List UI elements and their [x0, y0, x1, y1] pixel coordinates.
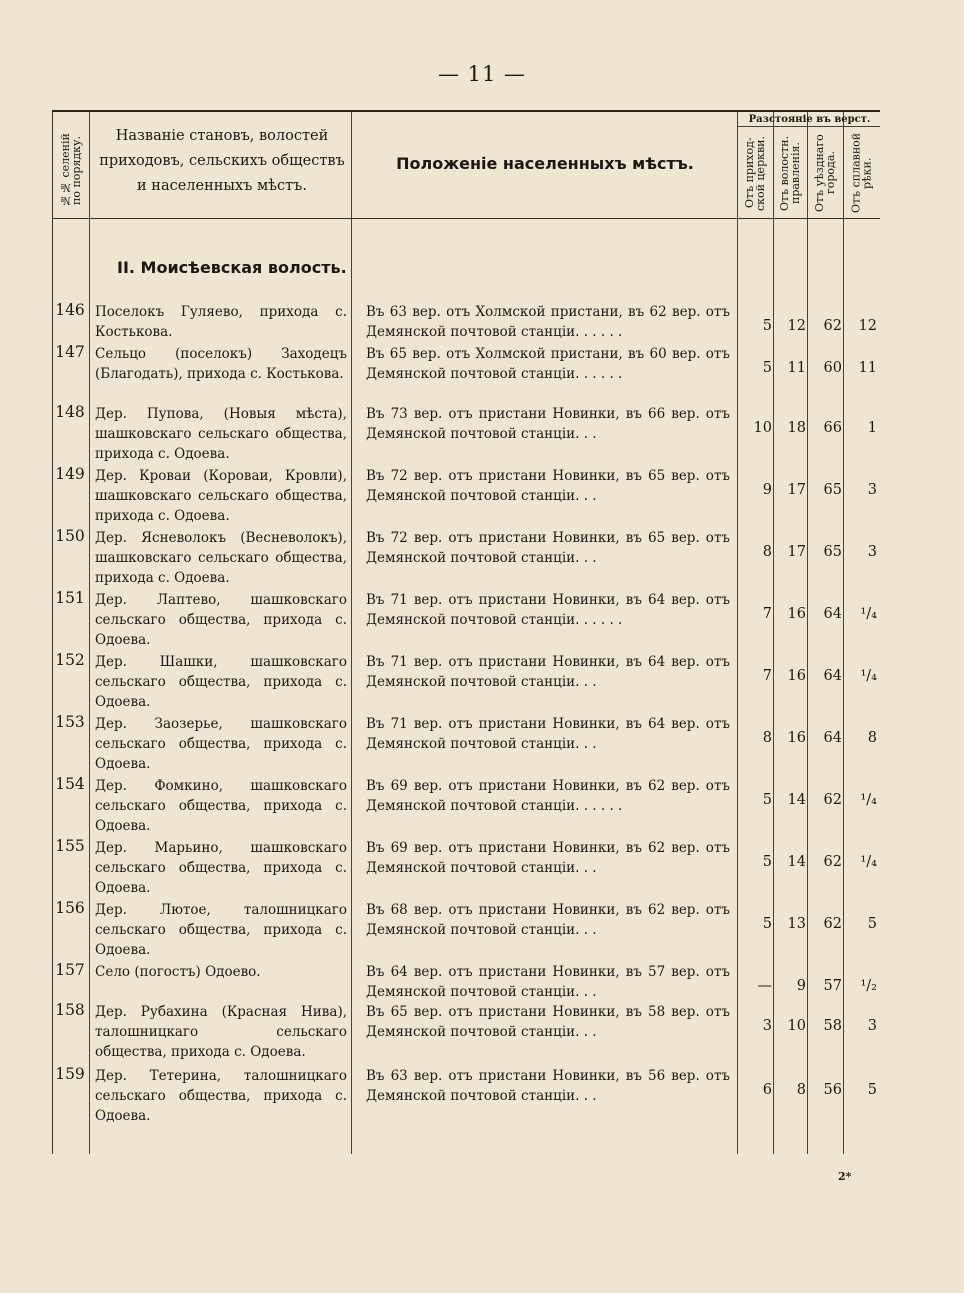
distance-volost: 12 [787, 318, 806, 334]
distance-river: 5 [867, 916, 877, 932]
distance-church: 3 [762, 1018, 772, 1034]
settlement-position: Въ 63 вер. отъ Холмской пристани, въ 62 вер. отъ Демянской почтовой станціи. . . . . . [366, 304, 730, 340]
settlement-name: Поселокъ Гуляево, прихода с. Костькова. [95, 304, 347, 340]
distance-river: 3 [867, 544, 877, 560]
row-number: 148 [55, 403, 85, 421]
distance-river: ¹/₄ [860, 854, 877, 870]
distance-town: 62 [823, 854, 842, 870]
section-title: II. Моисѣевская волость. [117, 258, 347, 277]
settlement-position: Въ 71 вер. отъ пристани Новинки, въ 64 вер. отъ Демянской почтовой станціи. . . [366, 654, 730, 690]
distance-town: 64 [823, 668, 842, 684]
header-names-column: Названіе становъ, волостей приходовъ, сельскихъ обществъ и населенныхъ мѣстъ. [99, 128, 345, 194]
distance-church: 5 [762, 916, 772, 932]
settlement-position: Въ 71 вер. отъ пристани Новинки, въ 64 вер. отъ Демянской почтовой станціи. . . [366, 716, 730, 752]
settlement-name: Дер. Марьино, шашковскаго сельскаго общества, прихода с. Одоева. [95, 840, 347, 896]
settlement-name: Дер. Ясневолокъ (Весневолокъ), шашковскаго сельскаго общества, прихода с. Одоева. [95, 530, 347, 586]
header-dist-river: Отъ сплавной рѣки. [849, 132, 874, 214]
distance-river: 11 [858, 360, 877, 376]
distance-volost: 9 [796, 978, 806, 994]
distance-volost: 18 [787, 420, 806, 436]
column-divider [89, 112, 90, 1154]
distance-volost: 8 [796, 1082, 806, 1098]
distance-river: 1 [867, 420, 877, 436]
distance-church: 7 [762, 668, 772, 684]
page-number: — 11 — [437, 62, 527, 86]
distance-river: 3 [867, 1018, 877, 1034]
column-divider [773, 112, 774, 1154]
settlement-name: Дер. Пупова, (Новыя мѣста), шашковскаго сельскаго общества, прихода с. Одоева. [95, 406, 347, 462]
distance-town: 65 [823, 544, 842, 560]
settlement-name: Дер. Лютое, талошницкаго сельскаго общества, прихода с. Одоева. [95, 902, 347, 958]
settlement-name: Дер. Рубахина (Красная Нива), талошницкаго сельскаго общества, прихода с. Одоева. [95, 1004, 347, 1060]
distance-town: 62 [823, 916, 842, 932]
row-number: 147 [55, 343, 85, 361]
row-number: 156 [55, 899, 85, 917]
settlement-name: Дер. Лаптево, шашковскаго сельскаго общества, прихода с. Одоева. [95, 592, 347, 648]
distance-volost: 17 [787, 482, 806, 498]
settlement-position: Въ 72 вер. отъ пристани Новинки, въ 65 вер. отъ Демянской почтовой станціи. . . [366, 468, 730, 504]
distance-town: 64 [823, 730, 842, 746]
settlement-name: Дер. Кроваи (Короваи, Кровли), шашковскаго сельскаго общества, прихода с. Одоева. [95, 468, 347, 524]
distance-town: 66 [823, 420, 842, 436]
settlement-position: Въ 69 вер. отъ пристани Новинки, въ 62 вер. отъ Демянской почтовой станціи. . . [366, 840, 730, 876]
distance-town: 65 [823, 482, 842, 498]
row-number: 153 [55, 713, 85, 731]
distance-river: ¹/₄ [860, 668, 877, 684]
settlement-position: Въ 69 вер. отъ пристани Новинки, въ 62 вер. отъ Демянской почтовой станціи. . . . . . [366, 778, 730, 814]
distance-town: 64 [823, 606, 842, 622]
distance-rule [737, 126, 880, 127]
distance-river: 3 [867, 482, 877, 498]
settlement-name: Село (погостъ) Одоево. [95, 964, 261, 980]
distance-volost: 14 [787, 854, 806, 870]
distance-church: 6 [762, 1082, 772, 1098]
header-position-column: Положеніе населенныхъ мѣстъ. [396, 154, 694, 173]
settlement-position: Въ 71 вер. отъ пристани Новинки, въ 64 вер. отъ Демянской почтовой станціи. . . . . . [366, 592, 730, 628]
row-number: 157 [55, 961, 85, 979]
header-number-column: №№ селеній по порядку. [59, 133, 83, 207]
column-divider [737, 112, 738, 1154]
distance-river: ¹/₄ [860, 606, 877, 622]
distance-church: 5 [762, 792, 772, 808]
distance-volost: 13 [787, 916, 806, 932]
distance-volost: 11 [787, 360, 806, 376]
distance-town: 56 [823, 1082, 842, 1098]
distance-church: — [757, 978, 772, 994]
settlement-name: Дер. Фомкино, шашковскаго сельскаго общества, прихода с. Одоева. [95, 778, 347, 834]
header-dist-volost: Отъ волостн. правленія. [778, 135, 802, 211]
distance-volost: 16 [787, 730, 806, 746]
distance-church: 5 [762, 360, 772, 376]
distance-church: 9 [762, 482, 772, 498]
settlement-position: Въ 72 вер. отъ пристани Новинки, въ 65 вер. отъ Демянской почтовой станціи. . . [366, 530, 730, 566]
distance-volost: 17 [787, 544, 806, 560]
distance-river: ¹/₄ [860, 792, 877, 808]
distance-river: 12 [858, 318, 877, 334]
settlement-position: Въ 65 вер. отъ Холмской пристани, въ 60 вер. отъ Демянской почтовой станціи. . . . . . [366, 346, 730, 382]
settlement-name: Сельцо (поселокъ) Заходецъ (Благодать), прихода с. Костькова. [95, 346, 347, 382]
distance-volost: 16 [787, 606, 806, 622]
row-number: 154 [55, 775, 85, 793]
row-number: 149 [55, 465, 85, 483]
row-number: 158 [55, 1001, 85, 1019]
row-number: 151 [55, 589, 85, 607]
header-dist-church: Отъ приход- ской церкви. [743, 135, 767, 211]
distance-church: 10 [753, 420, 772, 436]
distance-church: 7 [762, 606, 772, 622]
column-divider [843, 112, 844, 1154]
distance-church: 8 [762, 730, 772, 746]
settlement-name: Дер. Тетерина, талошницкаго сельскаго общества, прихода с. Одоева. [95, 1068, 347, 1124]
distance-church: 8 [762, 544, 772, 560]
settlement-position: Въ 73 вер. отъ пристани Новинки, въ 66 вер. отъ Демянской почтовой станціи. . . [366, 406, 730, 442]
settlement-position: Въ 65 вер. отъ пристани Новинки, въ 58 вер. отъ Демянской почтовой станціи. . . [366, 1004, 730, 1040]
settlement-position: Въ 68 вер. отъ пристани Новинки, въ 62 вер. отъ Демянской почтовой станціи. . . [366, 902, 730, 938]
distance-river: 5 [867, 1082, 877, 1098]
settlement-position: Въ 63 вер. отъ пристани Новинки, въ 56 вер. отъ Демянской почтовой станціи. . . [366, 1068, 730, 1104]
row-number: 150 [55, 527, 85, 545]
distance-church: 5 [762, 854, 772, 870]
row-number: 152 [55, 651, 85, 669]
distance-river: ¹/₂ [860, 978, 877, 994]
distance-town: 62 [823, 318, 842, 334]
distance-town: 62 [823, 792, 842, 808]
signature-mark: 2* [838, 1170, 852, 1183]
header-dist-town: Отъ уѣзднаго города. [813, 134, 837, 212]
settlement-name: Дер. Шашки, шашковскаго сельскаго общества, прихода с. Одоева. [95, 654, 347, 710]
column-divider [351, 112, 352, 1154]
row-number: 155 [55, 837, 85, 855]
distance-river: 8 [867, 730, 877, 746]
column-divider [807, 112, 808, 1154]
row-number: 146 [55, 301, 85, 319]
distance-town: 57 [823, 978, 842, 994]
header-rule [53, 218, 880, 219]
distance-volost: 16 [787, 668, 806, 684]
settlement-position: Въ 64 вер. отъ пристани Новинки, въ 57 вер. отъ Демянской почтовой станціи. . . [366, 964, 730, 1000]
row-number: 159 [55, 1065, 85, 1083]
distance-town: 60 [823, 360, 842, 376]
distance-volost: 10 [787, 1018, 806, 1034]
distance-volost: 14 [787, 792, 806, 808]
header-distance-title: Разстояніе въ верст. [748, 114, 871, 125]
settlement-name: Дер. Заозерье, шашковскаго сельскаго общества, прихода с. Одоева. [95, 716, 347, 772]
distance-town: 58 [823, 1018, 842, 1034]
distance-church: 5 [762, 318, 772, 334]
